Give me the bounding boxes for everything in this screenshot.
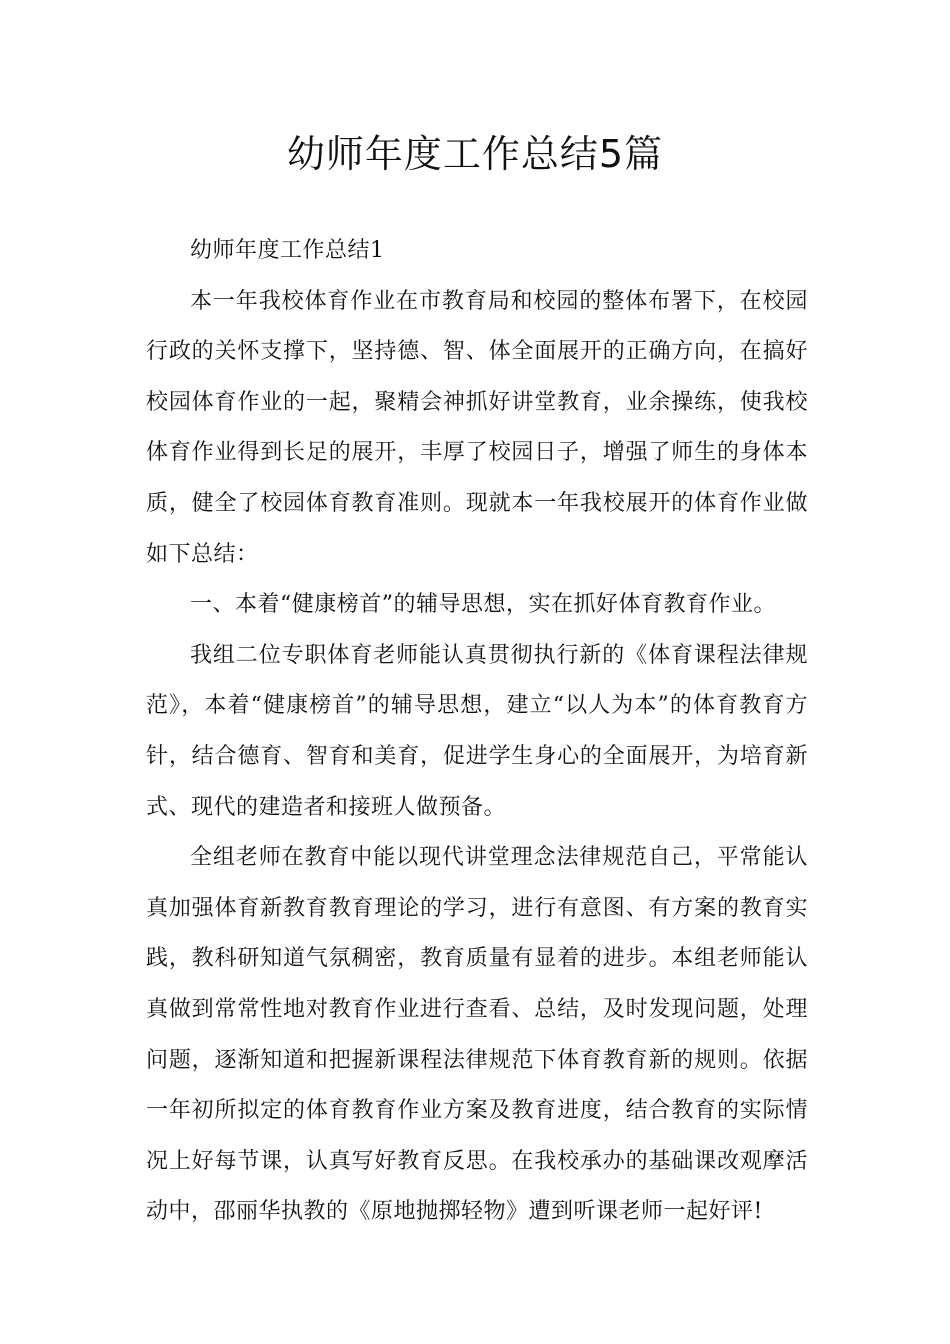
teachers-paragraph: 我组二位专职体育老师能认真贯彻执行新的《体育课程法律规范》，本着“健康榜首”的辅导思想，建立“以人为本”的体育教育方针，结合德育、智育和美育，促进学生身心的全面展开，为培育新式、现代的建造者和接班人做预备。 <box>146 642 808 820</box>
intro-paragraph: 本一年我校体育作业在市教育局和校园的整体布署下，在校园行政的关怀支撑下，坚持德、智、体全面展开的正确方向，在搞好校园体育作业的一起，聚精会神抓好讲堂教育，业余操练，使我校体育作业得到长足的展开，丰厚了校园日子，增强了师生的身体本质，健全了校园体育教育准则。现就本一年我校展开的体育作业做如下总结： <box>146 288 808 567</box>
document-title: 幼师年度工作总结5篇 <box>286 132 664 176</box>
point-one-heading: 一、本着“健康榜首”的辅导思想，实在抓好体育教育作业。 <box>190 592 776 618</box>
teaching-practice-paragraph: 全组老师在教育中能以现代讲堂理念法律规范自己，平常能认真加强体育新教育教育理论的学习，进行有意图、有方案的教育实践，教科研知道气氛稠密，教育质量有显着的进步。本组老师能认真做到常常性地对教育作业进行查看、总结，及时发现问题，处理问题，逐渐知道和把握新课程法律规范下体育教育新的规则。依据一年初所拟定的体育教育作业方案及教育进度，结合教育的实际情况上好每节课，认真写好教育反思。在我校承办的基础课改观摩活动中，邵丽华执教的《原地抛掷轻物》遭到听课老师一起好评! <box>146 845 808 1225</box>
section-heading-1: 幼师年度工作总结1 <box>190 238 385 263</box>
document-body <box>146 226 808 1238</box>
